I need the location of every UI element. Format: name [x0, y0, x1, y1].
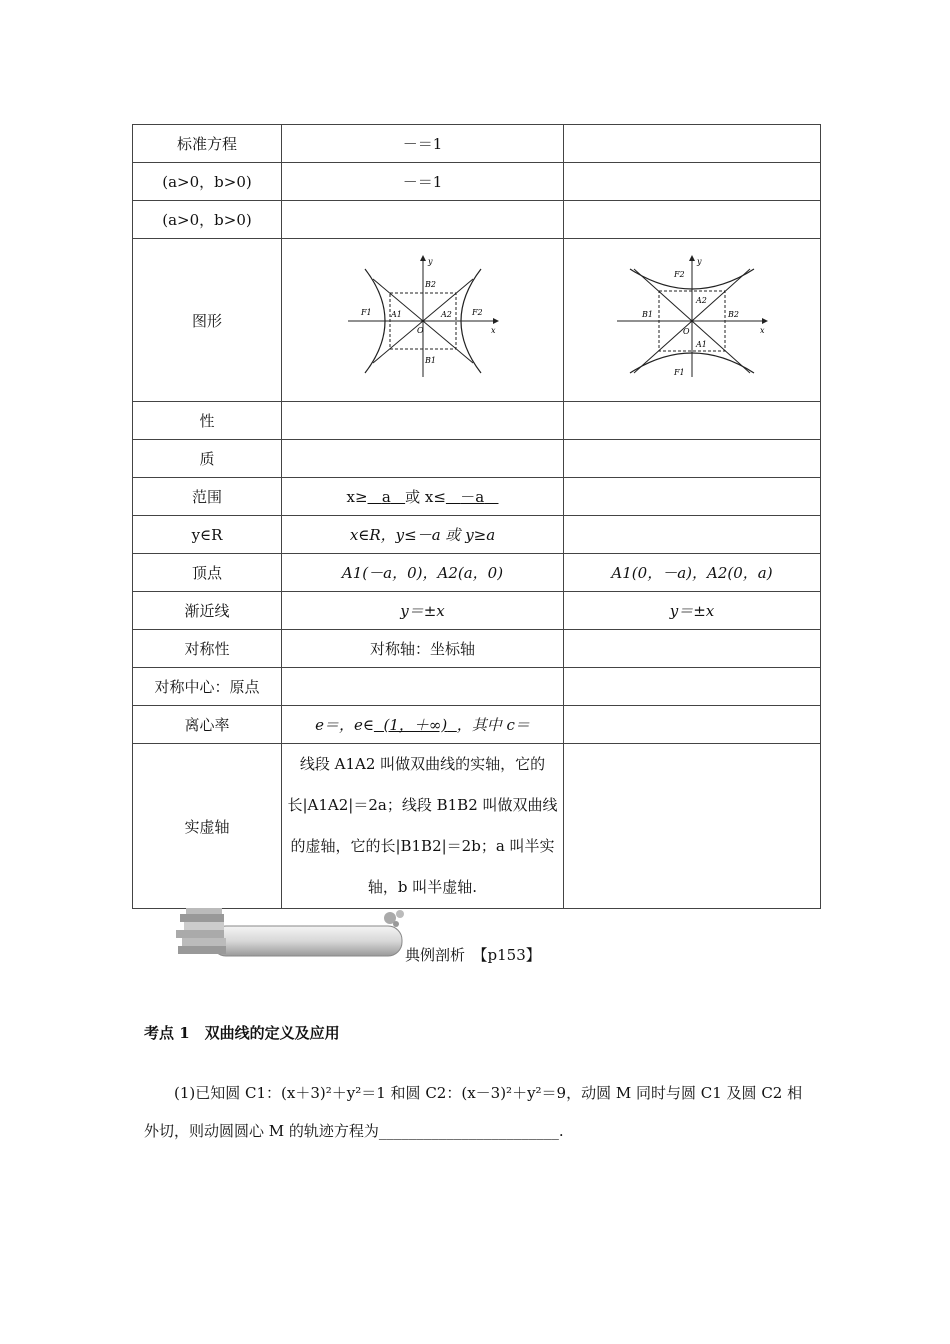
table-row	[133, 402, 821, 440]
fig-label: F2	[674, 270, 685, 279]
eccentricity-value: e＝，e∈ (1，＋∞) ，其中 c＝	[282, 706, 564, 744]
fig-label: A2	[440, 310, 452, 319]
section-title: 考点 1 双曲线的定义及应用	[144, 1024, 340, 1042]
table-cell: 范围	[133, 478, 282, 516]
table-cell	[564, 163, 821, 201]
table-cell: 顶点	[133, 554, 282, 592]
properties-table	[132, 124, 821, 909]
table-cell	[282, 402, 564, 440]
table-cell: 离心率	[133, 706, 282, 744]
table-row	[133, 706, 821, 744]
fig-label: A1	[696, 340, 707, 349]
table-cell	[564, 630, 821, 668]
figure-label: 图形	[133, 239, 282, 402]
table-row	[133, 592, 821, 630]
table-cell	[564, 668, 821, 706]
table-cell: 渐近线	[133, 592, 282, 630]
fig-label: A2	[696, 296, 707, 305]
range-blank-neg-a: －a	[460, 488, 485, 506]
fig-label: B2	[728, 310, 739, 319]
table-cell	[564, 744, 821, 909]
fig-label: A1	[390, 310, 402, 319]
axis-description: 线段 A1A2 叫做双曲线的实轴，它的长|A1A2|＝2a；线段 B1B2 叫做双曲线的虚轴，它的长|B1B2|＝2b；a 叫半实轴，b 叫半虚轴.	[282, 744, 564, 909]
table-row	[133, 554, 821, 592]
example-analysis-label: 典例剖析 【p153】	[405, 946, 541, 964]
fig-label: F1	[674, 368, 685, 377]
fig-label: O	[416, 326, 424, 335]
range-mid: 或 x≤	[405, 488, 446, 506]
fig-label: x	[760, 326, 765, 335]
table-cell: A1(－a，0)，A2(a，0)	[282, 554, 564, 592]
problem-text: (1)已知圆 C1：(x＋3)²＋y²＝1 和圆 C2：(x－3)²＋y²＝9，动圆 M 同时与圆 C1 及圆 C2 相外切，则动圆圆心 M 的轨迹方程为________________________.	[144, 1084, 803, 1140]
range-blank-a: a	[381, 488, 391, 506]
table-cell	[282, 440, 564, 478]
table-cell	[282, 668, 564, 706]
table-cell: 实虚轴	[133, 744, 282, 909]
fig-label: B1	[642, 310, 653, 319]
table-cell: A1(0，－a)，A2(0，a)	[564, 554, 821, 592]
table-cell: y＝±x	[282, 592, 564, 630]
range-value	[282, 478, 564, 516]
table-row	[133, 201, 821, 239]
table-row	[133, 239, 821, 402]
table-cell: y＝±x	[564, 592, 821, 630]
table-cell	[282, 201, 564, 239]
table-cell: y∈R	[133, 516, 282, 554]
hyperbola-figure-vertical	[564, 239, 821, 402]
fig-label: y	[427, 257, 433, 266]
fig-label: O	[683, 327, 690, 336]
hyperbola-figure-horizontal	[282, 239, 564, 402]
table-row	[133, 125, 821, 163]
table-cell: 标准方程	[133, 125, 282, 163]
table-cell: x∈R，y≤－a 或 y≥a	[282, 516, 564, 554]
range-prefix: x≥	[346, 488, 368, 506]
fig-label: F2	[471, 308, 483, 317]
table-row	[133, 630, 821, 668]
table-cell	[564, 516, 821, 554]
table-cell: 对称中心：原点	[133, 668, 282, 706]
table-cell	[564, 440, 821, 478]
fig-label: x	[490, 326, 496, 335]
table-cell	[564, 402, 821, 440]
table-cell: 对称性	[133, 630, 282, 668]
table-row	[133, 668, 821, 706]
table-row	[133, 440, 821, 478]
table-row	[133, 478, 821, 516]
table-row	[133, 744, 821, 909]
table-cell: 对称轴：坐标轴	[282, 630, 564, 668]
table-cell: (a>0，b>0)	[133, 201, 282, 239]
table-row	[133, 163, 821, 201]
fig-label: B2	[424, 280, 436, 289]
table-row	[133, 516, 821, 554]
table-cell: －＝1	[282, 163, 564, 201]
table-cell	[564, 125, 821, 163]
fig-label: F1	[360, 308, 372, 317]
table-cell: 性	[133, 402, 282, 440]
table-cell	[564, 201, 821, 239]
fig-label: B1	[424, 356, 436, 365]
table-cell: 质	[133, 440, 282, 478]
fig-label: y	[697, 257, 702, 266]
table-cell	[564, 706, 821, 744]
table-cell: －＝1	[282, 125, 564, 163]
table-cell: (a>0，b>0)	[133, 163, 282, 201]
table-cell	[564, 478, 821, 516]
